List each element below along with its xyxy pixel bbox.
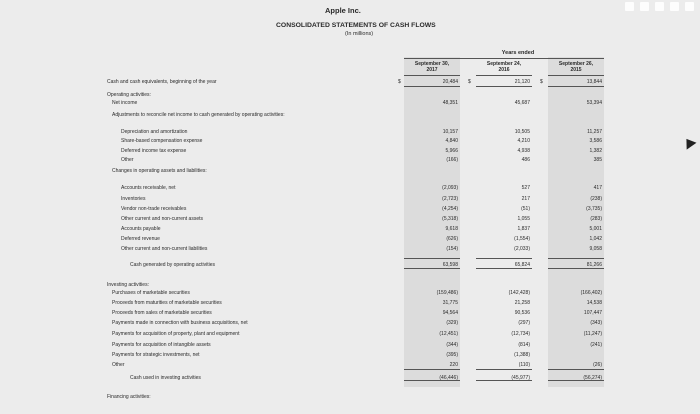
total-rule xyxy=(548,380,604,381)
row-label: Payments for acquisition of property, plant and equipment xyxy=(112,331,240,337)
years-ended-header: Years ended xyxy=(501,50,535,56)
cell-value: 48,351 xyxy=(442,100,458,106)
cell-value: 1,382 xyxy=(589,148,602,154)
column-header-year: 2016 xyxy=(498,67,510,73)
column-header-2016 xyxy=(476,61,532,73)
statement-title: CONSOLIDATED STATEMENTS OF CASH FLOWS xyxy=(276,22,436,29)
column-shade-2017 xyxy=(404,57,460,387)
header-underline xyxy=(404,75,460,76)
cell-value: (142,428) xyxy=(508,290,530,296)
cell-value: (51) xyxy=(521,206,530,212)
row-label: Depreciation and amortization xyxy=(121,129,188,135)
cell-value: (3,735) xyxy=(586,206,602,212)
cell-value: 417 xyxy=(593,185,602,191)
row-label: Other xyxy=(121,157,134,163)
cell-value: 63,598 xyxy=(442,262,458,268)
total-rule xyxy=(476,369,532,370)
total-rule xyxy=(404,86,460,87)
cell-value: 9,058 xyxy=(589,246,602,252)
row-label: Cash generated by operating activities xyxy=(130,262,216,268)
cell-value: (45,977) xyxy=(511,375,530,381)
cell-value: 1,837 xyxy=(517,226,530,232)
header-rule xyxy=(404,58,604,59)
row-label: Payments for strategic investments, net xyxy=(112,352,200,358)
cell-value: 14,538 xyxy=(586,300,602,306)
cell-value: (238) xyxy=(590,196,602,202)
cell-value: (12,451) xyxy=(439,331,458,337)
total-rule xyxy=(476,258,532,259)
cell-value: 13,844 xyxy=(586,79,602,85)
cell-value: (12,734) xyxy=(511,331,530,337)
cell-value: 527 xyxy=(521,185,530,191)
cell-value: (56,274) xyxy=(583,375,602,381)
cell-value: (344) xyxy=(446,342,458,348)
row-label: Changes in operating assets and liabilities: xyxy=(112,168,207,174)
cell-value: (2,033) xyxy=(514,246,530,252)
cell-value: (395) xyxy=(446,352,458,358)
row-label: Other current and non-current assets xyxy=(121,216,203,222)
row-label: Net income xyxy=(112,100,138,106)
cell-value: 10,157 xyxy=(442,129,458,135)
row-label: Other xyxy=(112,362,125,368)
dollar-sign: $ xyxy=(540,79,543,85)
total-rule xyxy=(404,258,460,259)
cell-value: 3,586 xyxy=(589,138,602,144)
cell-value: 9,618 xyxy=(445,226,458,232)
cell-value: 21,258 xyxy=(514,300,530,306)
cell-value: (343) xyxy=(590,320,602,326)
mouse-cursor-icon xyxy=(682,135,697,149)
column-header-year: 2017 xyxy=(426,67,438,73)
cell-value: 45,687 xyxy=(514,100,530,106)
cell-value: 94,564 xyxy=(442,310,458,316)
header-underline xyxy=(548,75,604,76)
cell-value: 20,484 xyxy=(442,79,458,85)
row-label: Accounts payable xyxy=(121,226,161,232)
total-rule xyxy=(548,86,604,87)
cell-value: (814) xyxy=(518,342,530,348)
cell-value: (11,247) xyxy=(583,331,602,337)
total-rule xyxy=(476,86,532,87)
total-rule xyxy=(548,258,604,259)
dollar-sign: $ xyxy=(468,79,471,85)
cell-value: (626) xyxy=(446,236,458,242)
cell-value: 31,775 xyxy=(442,300,458,306)
cell-value: (241) xyxy=(590,342,602,348)
row-label: Proceeds from sales of marketable securities xyxy=(112,310,212,316)
total-rule xyxy=(404,369,460,370)
column-shade-2015 xyxy=(548,57,604,387)
cell-value: 220 xyxy=(449,362,458,368)
cell-value: 81,266 xyxy=(586,262,602,268)
column-header-year: 2015 xyxy=(570,67,582,73)
total-rule xyxy=(476,380,532,381)
cell-value: 1,042 xyxy=(589,236,602,242)
cell-value: 90,536 xyxy=(514,310,530,316)
cell-value: 5,966 xyxy=(445,148,458,154)
cell-value: (159,486) xyxy=(436,290,458,296)
cell-value: (1,388) xyxy=(514,352,530,358)
cell-value: 53,394 xyxy=(586,100,602,106)
row-label: Proceeds from maturities of marketable securities xyxy=(112,300,222,306)
cell-value: (26) xyxy=(593,362,602,368)
cell-value: 4,938 xyxy=(517,148,530,154)
cell-value: (1,554) xyxy=(514,236,530,242)
cell-value: 5,001 xyxy=(589,226,602,232)
row-label: Investing activities: xyxy=(107,282,149,288)
row-label: Vendor non-trade receivables xyxy=(121,206,187,212)
row-label: Cash and cash equivalents, beginning of the year xyxy=(107,79,217,85)
row-label: Deferred revenue xyxy=(121,236,160,242)
column-header-date: September 30, xyxy=(414,61,450,67)
column-header-2017 xyxy=(404,61,460,73)
cell-value: (329) xyxy=(446,320,458,326)
column-header-date: September 26, xyxy=(558,61,594,67)
company-name: Apple Inc. xyxy=(325,6,361,15)
cell-value: (4,254) xyxy=(442,206,458,212)
cell-value: (110) xyxy=(518,362,530,368)
cell-value: 217 xyxy=(521,196,530,202)
cell-value: (2,093) xyxy=(442,185,458,191)
row-label: Other current and non-current liabilities xyxy=(121,246,208,252)
cell-value: 10,505 xyxy=(514,129,530,135)
header-underline xyxy=(476,75,532,76)
total-rule xyxy=(404,380,460,381)
cell-value: 21,120 xyxy=(514,79,530,85)
cell-value: (166) xyxy=(446,157,458,163)
row-label: Operating activities: xyxy=(107,92,151,98)
total-rule xyxy=(548,268,604,269)
cell-value: 4,840 xyxy=(445,138,458,144)
units-note: (In millions) xyxy=(345,31,374,37)
cell-value: (297) xyxy=(518,320,530,326)
cell-value: (166,402) xyxy=(580,290,602,296)
row-label: Inventories xyxy=(121,196,146,202)
total-rule xyxy=(476,268,532,269)
cell-value: 11,257 xyxy=(587,129,602,135)
column-header-date: September 24, xyxy=(486,61,522,67)
total-rule xyxy=(404,268,460,269)
row-label: Deferred income tax expense xyxy=(121,148,187,154)
cell-value: (2,723) xyxy=(442,196,458,202)
cell-value: (283) xyxy=(590,216,602,222)
cell-value: 107,447 xyxy=(583,310,602,316)
dollar-sign: $ xyxy=(398,79,401,85)
row-label: Cash used in investing activities xyxy=(130,375,201,381)
row-label: Share-based compensation expense xyxy=(121,138,203,144)
cell-value: 385 xyxy=(593,157,602,163)
cell-value: (154) xyxy=(446,246,458,252)
column-header-2015 xyxy=(548,61,604,73)
cell-value: 1,055 xyxy=(517,216,530,222)
cell-value: (5,318) xyxy=(442,216,458,222)
row-label: Payments made in connection with business acquisitions, net xyxy=(112,320,248,326)
row-label: Accounts receivable, net xyxy=(121,185,176,191)
row-label: Payments for acquisition of intangible assets xyxy=(112,342,211,348)
row-label: Purchases of marketable securities xyxy=(112,290,190,296)
row-label: Adjustments to reconcile net income to cash generated by operating activities: xyxy=(112,112,285,118)
row-label: Financing activities: xyxy=(107,394,151,400)
cell-value: 65,824 xyxy=(514,262,530,268)
cell-value: 4,210 xyxy=(517,138,530,144)
total-rule xyxy=(548,369,604,370)
cell-value: 486 xyxy=(521,157,530,163)
cell-value: (46,446) xyxy=(439,375,458,381)
